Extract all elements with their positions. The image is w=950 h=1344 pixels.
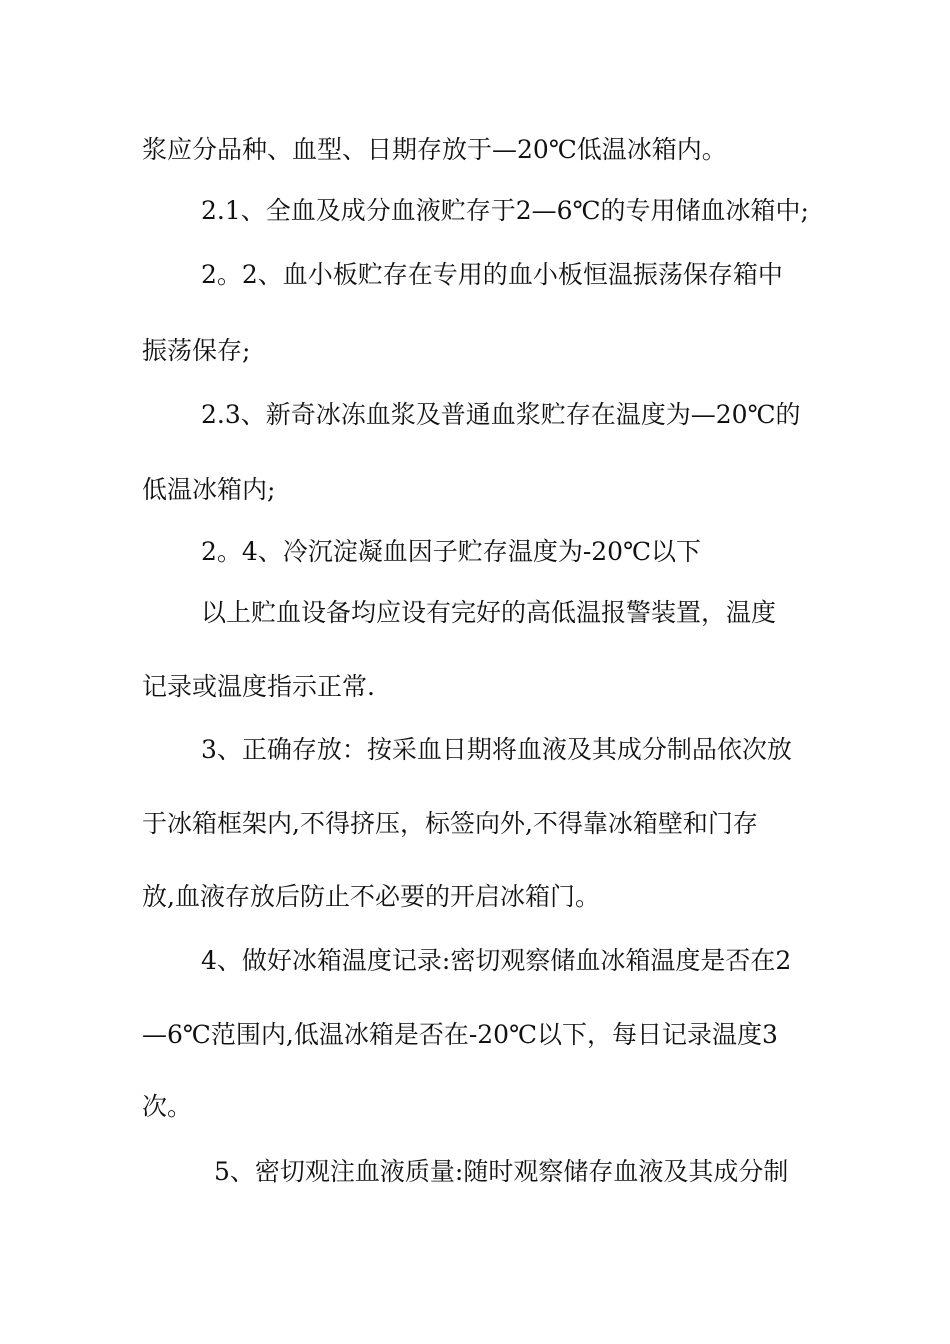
text-line: 4、做好冰箱温度记录:密切观察储血冰箱温度是否在2 [201,946,792,975]
text-line: 2。2、血小板贮存在专用的血小板恒温振荡保存箱中 [201,260,783,289]
text-line: 3、正确存放：按采血日期将血液及其成分制品依次放 [201,735,792,764]
text-line: 于冰箱框架内,不得挤压，标签向外,不得靠冰箱壁和门存 [142,809,758,838]
text-line: 5、密切观注血液质量:随时观察储存血液及其成分制 [214,1157,789,1186]
text-line: 放,血液存放后防止不必要的开启冰箱门。 [142,882,600,911]
text-line: 振荡保存; [142,336,251,365]
text-line: —6℃范围内,低温冰箱是否在-20℃以下，每日记录温度3 [142,1020,778,1049]
text-line: 记录或温度指示正常. [142,672,375,701]
text-line: 2.3、新奇冰冻血浆及普通血浆贮存在温度为—20℃的 [201,400,801,429]
text-line: 2。4、冷沉淀凝血因子贮存温度为-20℃以下 [201,537,702,566]
text-line: 以上贮血设备均应设有完好的高低温报警装置，温度 [201,598,777,627]
text-line: 浆应分品种、血型、日期存放于—20℃低温冰箱内。 [142,135,727,164]
text-line: 低温冰箱内; [142,475,276,504]
text-line: 次。 [142,1092,193,1121]
text-line: 2.1、全血及成分血液贮存于2—6℃的专用储血冰箱中; [201,196,809,225]
